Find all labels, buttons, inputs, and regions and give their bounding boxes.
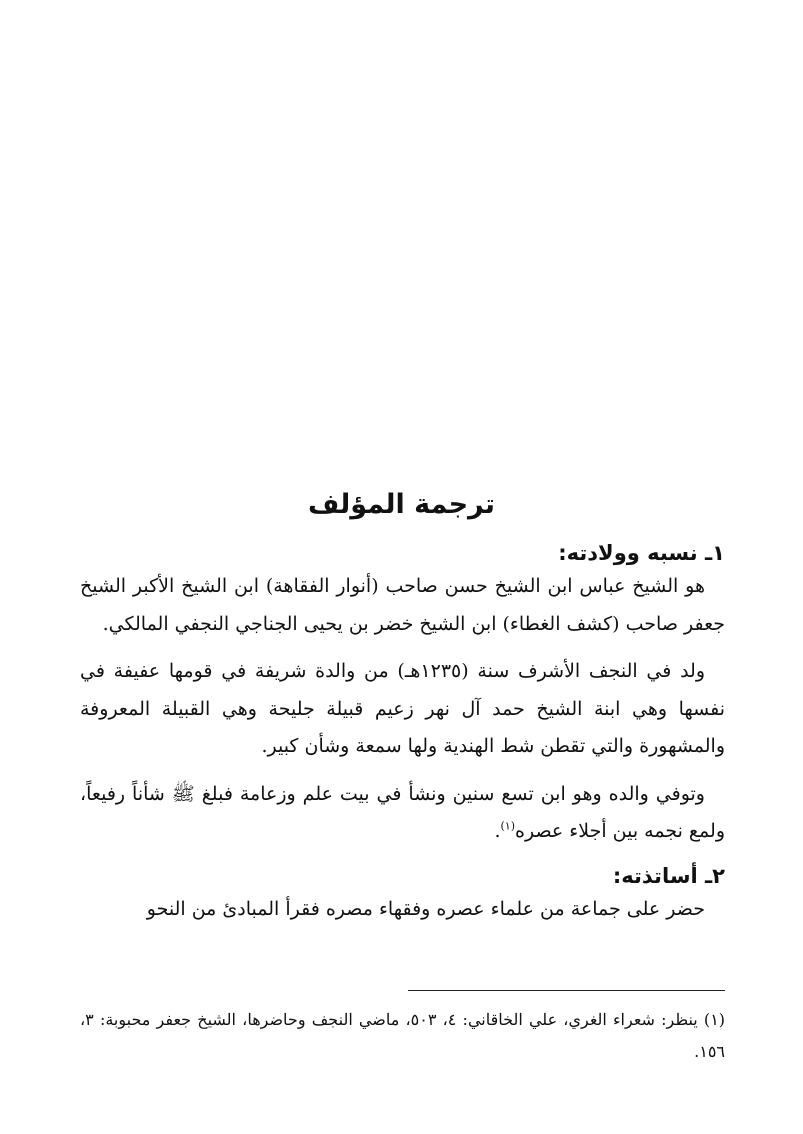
main-content <box>80 538 725 928</box>
section-heading-lineage: ١ـ نسبه وولادته: <box>558 541 725 565</box>
footnote: (١) ينظر: شعراء الغري، علي الخاقاني: ٤، ٥٠٣، ماضي النجف وحاضرها، الشيخ جعفر محبوبة: ٣، ١٥٦. <box>80 1010 726 1061</box>
footnote-divider <box>408 990 725 991</box>
section-heading-teachers: ٢ـ أساتذته: <box>612 863 725 888</box>
paragraph-upbringing-end: . <box>494 820 501 842</box>
footnote-reference: (١) <box>500 819 516 833</box>
paragraph-upbringing <box>80 776 725 851</box>
paragraph-upbringing-text: وتوفي والده وهو ابن تسع سنين ونشأ في بيت علم وزعامة فبلغ ﷺ شأناً رفيعاً، ولمع نجمه بين أجلاء عصره <box>80 782 725 842</box>
paragraph-teachers: حضر على جماعة من علماء عصره وفقهاء مصره فقرأ المبادئ من النحو <box>146 897 705 920</box>
page-title: ترجمة المؤلف <box>308 489 495 520</box>
paragraph-birth: ولد في النجف الأشرف سنة (١٢٣٥هـ) من والدة شريفة في قومها عفيفة في نفسها وهي ابنة الشيخ حمد آل نهر زعيم قبيلة جليحة وهي القبيلة المعروفة والمشهورة والتي تقطن شط الهندية ولها سمعة وشأن كبير. <box>80 660 725 757</box>
paragraph-lineage: هو الشيخ عباس ابن الشيخ حسن صاحب (أنوار الفقاهة) ابن الشيخ الأكبر الشيخ جعفر صاحب (كشف الغطاء) ابن الشيخ خضر بن يحيى الجناجي النجفي المالكي. <box>80 575 725 635</box>
